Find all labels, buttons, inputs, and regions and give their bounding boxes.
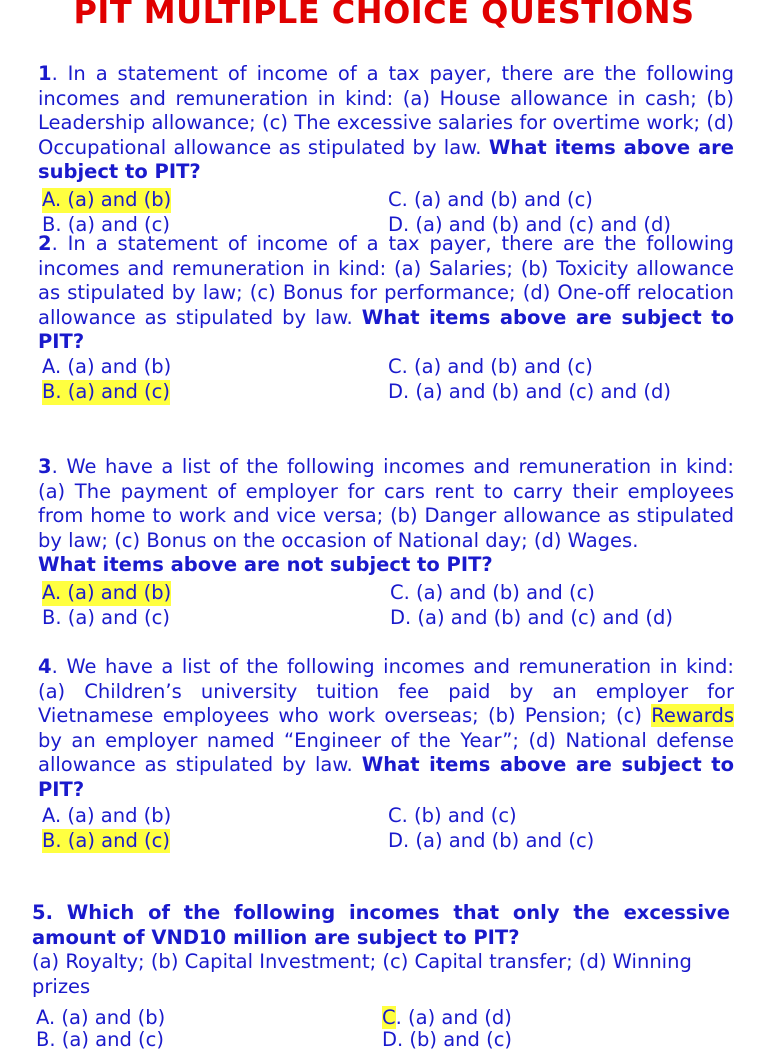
question-number: 1: [38, 62, 52, 85]
option-d[interactable]: D. (b) and (c): [382, 1028, 513, 1052]
page-title: PIT MULTIPLE CHOICE QUESTIONS: [73, 0, 695, 31]
option-d[interactable]: D. (a) and (b) and (c) and (d): [390, 605, 673, 629]
option-a[interactable]: A. (a) and (b): [42, 580, 172, 604]
question-number: 4: [38, 655, 52, 678]
option-c[interactable]: C. (a) and (b) and (c): [388, 187, 593, 211]
question-3: [38, 455, 734, 631]
question-number: 2: [38, 232, 52, 255]
option-b[interactable]: B. (a) and (c): [42, 212, 170, 236]
question-prompt: What items above are subject to PIT?: [38, 305, 734, 354]
question-prompt: What items above are not subject to PIT?: [38, 553, 493, 577]
question-stem: (a) Royalty; (b) Capital Investment; (c) Capital transfer; (d) Winning prizes: [32, 950, 692, 998]
question-2: [38, 232, 734, 405]
option-d[interactable]: D. (a) and (b) and (c): [388, 828, 595, 852]
question-4: [38, 655, 734, 854]
question-1-text: [38, 62, 734, 185]
option-a[interactable]: A. (a) and (b): [42, 354, 172, 378]
question-3-text: [38, 455, 734, 553]
option-b[interactable]: B. (a) and (c): [42, 379, 170, 403]
option-a[interactable]: A. (a) and (b): [36, 1006, 166, 1030]
question-stem: . In a statement of income of a tax payer, there are the following incomes and remuneration in kind: (a) Salaries; (b) Toxicity allowance as stipulated by law; (c) Bonus for performance; (d) One-off relocation allowance as stipulated by law.: [38, 232, 734, 329]
option-a[interactable]: A. (a) and (b): [42, 803, 172, 827]
option-b[interactable]: B. (a) and (c): [36, 1028, 164, 1052]
question-1: [38, 62, 734, 238]
question-prompt: What items above are subject to PIT?: [38, 135, 734, 184]
question-number: 3: [38, 455, 52, 478]
option-c[interactable]: C. (a) and (b) and (c): [388, 354, 593, 378]
question-stem: . In a statement of income of a tax payer, there are the following incomes and remuneration in kind: (a) House allowance in cash; (b) Leadership allowance; (c) The excessive salaries for overtime work; (d) Occupational allowance as stipulated by law.: [38, 62, 734, 159]
option-d[interactable]: D. (a) and (b) and (c) and (d): [388, 379, 671, 403]
option-a[interactable]: A. (a) and (b): [42, 187, 172, 211]
question-stem: . We have a list of the following incomes and remuneration in kind: (a) Children’s university tuition fee paid by an employer for Vietnamese employees who work overseas; (b) Pension; (c): [38, 655, 734, 728]
question-5: [32, 901, 730, 1056]
highlighted-word: Rewards: [651, 704, 734, 728]
option-b[interactable]: B. (a) and (c): [42, 605, 170, 629]
question-5-prompt: [32, 901, 730, 950]
option-c[interactable]: C. (a) and (d): [382, 1006, 512, 1030]
option-c[interactable]: C. (b) and (c): [388, 803, 517, 827]
question-stem-cont: by an employer named “Engineer of the Year”; (d) National defense allowance as stipulated by law.: [38, 728, 734, 777]
question-stem: . We have a list of the following incomes and remuneration in kind: (a) The payment of employer for cars rent to carry their employees from home to work and vice versa; (b) Danger allowance as stipulated by law; (c) Bonus on the occasion of National day; (d) Wages.: [38, 455, 734, 552]
question-4-text: [38, 655, 734, 803]
question-prompt: What items above are subject to PIT?: [38, 753, 734, 801]
option-b[interactable]: B. (a) and (c): [42, 828, 170, 852]
option-c[interactable]: C. (a) and (b) and (c): [390, 580, 595, 604]
question-prompt: . Which of the following incomes that only the excessive amount of VND10 million are subject to PIT?: [32, 901, 730, 949]
option-d[interactable]: D. (a) and (b) and (c) and (d): [388, 212, 671, 236]
question-2-text: [38, 232, 734, 355]
question-number: 5: [32, 901, 46, 924]
